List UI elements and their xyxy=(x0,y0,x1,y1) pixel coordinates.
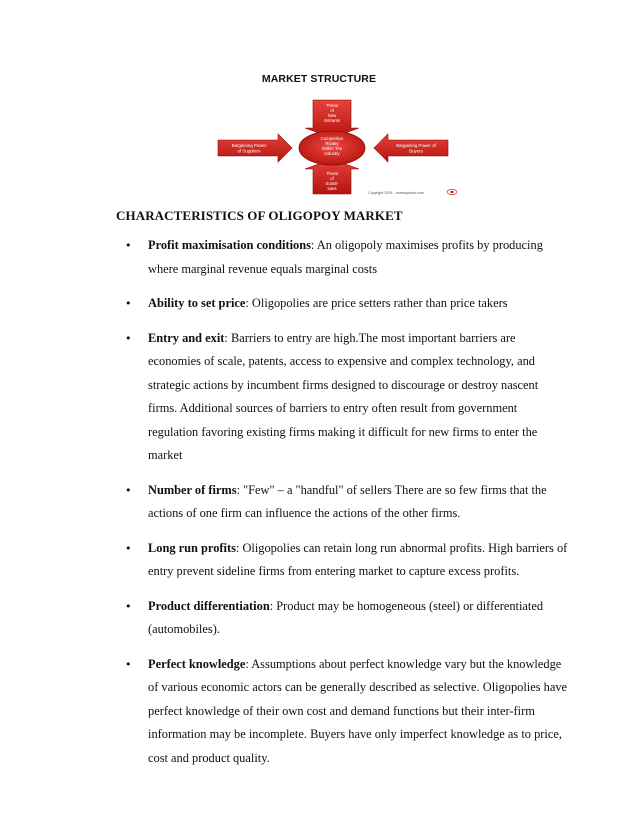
bullet-icon: • xyxy=(125,599,132,613)
characteristic-term: Ability to set price xyxy=(148,296,246,310)
threat-new-entrants-label: Threat of New Entrants xyxy=(324,103,340,123)
list-item xyxy=(0,595,568,642)
characteristic-term: Number of firms xyxy=(148,482,237,497)
buyer-power-arrow xyxy=(374,134,448,162)
bullet-icon: • xyxy=(125,297,132,310)
bullet-icon: • xyxy=(125,541,132,555)
list-item xyxy=(0,292,568,316)
competitive-rivalry-label: Competitive Rivalry Within The Industry xyxy=(320,136,344,156)
characteristic-term: Long run profits xyxy=(148,540,236,555)
characteristic-text: : Barriers to entry are high.The most important barriers are economies of scale, patents, access to expensive and complex technology, and strategic actions by incumbent firms designed to discourage or destroy nascent firms. Additional sources of barriers to entry often result from government regulation favoring existing firms making it difficult for new firms to enter the market xyxy=(148,330,539,462)
competitive-rivalry-ellipse xyxy=(299,131,365,165)
characteristic-text: : An oligopoly maximises profits by producing where marginal revenue equals marginal costs xyxy=(148,238,543,276)
investopedia-logo-icon xyxy=(447,189,457,194)
section-heading: CHARACTERISTICS OF OLIGOPOY MARKET xyxy=(116,208,403,223)
diagram-copyright: Copyright 2005 - Investopedia.com xyxy=(368,191,424,195)
characteristic-term: Entry and exit xyxy=(148,330,225,345)
list-item xyxy=(0,537,568,584)
supplier-power-label: Bargaining Power of Suppliers xyxy=(231,143,267,154)
bullet-icon: • xyxy=(125,239,132,252)
bullet-icon: • xyxy=(125,483,132,497)
characteristic-text: : Product may be homogeneous (steel) or differentiated (automobiles). xyxy=(148,598,544,636)
porter-five-forces-diagram xyxy=(200,98,460,198)
characteristic-text: : "Few" – a "handful" of sellers There are so few firms that the actions of one firm can influence the actions of the other firms. xyxy=(148,482,547,520)
list-item xyxy=(0,327,568,468)
list-item xyxy=(0,479,568,526)
characteristic-text: : Assumptions about perfect knowledge vary but the knowledge of various economic actors can be generally described as selective. Oligopolies have perfect knowledge of their own cost and demand functions but their inter-firm information may be incomplete. Buyers have only imperfect knowledge as to price, cost and product quality. xyxy=(148,656,568,765)
characteristic-term: Profit maximisation conditions xyxy=(148,238,311,252)
bullet-icon: • xyxy=(125,657,132,671)
supplier-power-arrow xyxy=(218,134,292,162)
list-item xyxy=(0,653,568,771)
buyer-power-label: Bargaining Power of Buyers xyxy=(396,143,436,154)
characteristics-list xyxy=(0,234,568,781)
characteristic-text: : Oligopolies can retain long run abnormal profits. High barriers of entry prevent sideline firms from entering market to capture excess profits. xyxy=(148,540,568,578)
threat-substitutes-label: Threat of Substi-tutes xyxy=(325,171,339,191)
bullet-icon: • xyxy=(125,331,132,345)
page-title: MARKET STRUCTURE xyxy=(261,73,377,85)
list-item xyxy=(0,234,568,281)
characteristic-term: Product differentiation xyxy=(148,598,270,613)
characteristic-term: Perfect knowledge xyxy=(148,656,246,671)
characteristic-text: : Oligopolies are price setters rather than price takers xyxy=(245,296,508,310)
